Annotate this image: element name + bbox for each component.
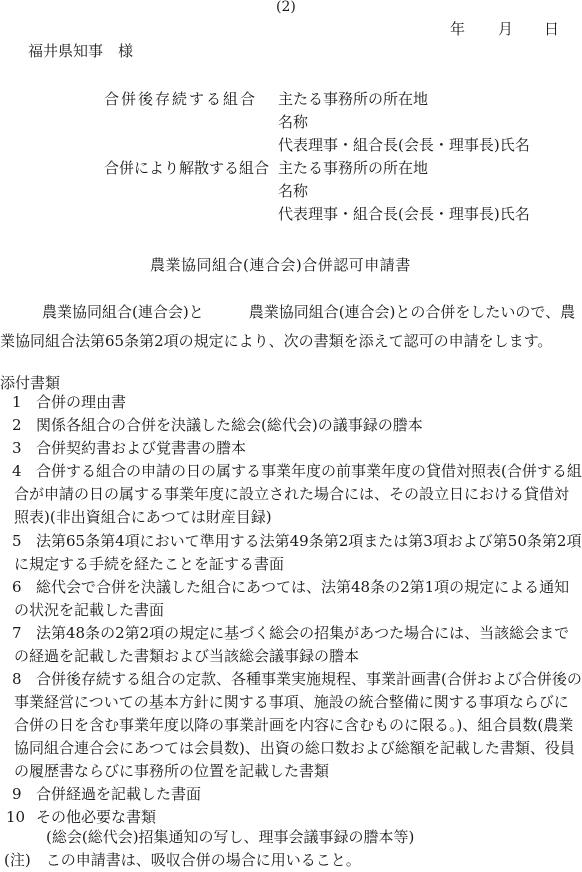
surviving-union-label: 合併後存続する組合 xyxy=(104,90,258,108)
surviving-representative-label: 代表理事・組合長(会長・理事長)氏名 xyxy=(278,136,530,154)
date-year: 年 xyxy=(450,20,466,38)
item-number: 5 xyxy=(12,532,22,550)
item-text: 法第48条の2第2項の規定に基づく総会の招集があつた場合には、当該総会までの経過を記載した書類および当該総会議事録の謄本 xyxy=(14,624,570,665)
item-number: 8 xyxy=(12,670,22,688)
item-number: 3 xyxy=(12,439,22,457)
body-paragraph xyxy=(0,298,582,356)
item-number: 6 xyxy=(12,578,22,596)
item-number: 1 xyxy=(12,393,22,411)
item-text: 合併する組合の申請の日の属する事業年度の前事業年度の貸借対照表(合併する組合が申請の日の属する事業年度に設立された場合には、その設立日における貸借対照表)(非出資組合にあつては財産目録) xyxy=(14,462,582,526)
item-text: 関係各組合の合併を決議した総会(総代会)の議事録の謄本 xyxy=(36,416,423,434)
item-number: 9 xyxy=(12,785,22,803)
page-number: (2) xyxy=(276,0,296,15)
attachments-heading: 添付書類 xyxy=(0,374,61,392)
item-number: 2 xyxy=(12,416,22,434)
item10-subnote: (総会(総代会)招集通知の写し、理事会議事録の謄本等) xyxy=(46,828,415,846)
item-number: 7 xyxy=(12,624,22,642)
attachment-item xyxy=(0,576,582,622)
dissolving-representative-label: 代表理事・組合長(会長・理事長)氏名 xyxy=(278,205,530,223)
item-number: 4 xyxy=(12,462,22,480)
attachment-item xyxy=(0,806,582,829)
footnote: (注) この申請書は、吸収合併の場合に用いること。 xyxy=(4,851,361,869)
attachment-item xyxy=(0,622,582,668)
body-text: 農業協同組合(連合会)と 農業協同組合(連合会)との合併をしたいので、農業協同組合法第65条第2項の規定により、次の書類を添えて認可の申請をします。 xyxy=(0,303,576,350)
date-line xyxy=(450,22,559,37)
attachment-item xyxy=(0,437,582,460)
attachment-item xyxy=(0,783,582,806)
document-title: 農業協同組合(連合会)合併認可申請書 xyxy=(150,256,411,274)
attachment-item xyxy=(0,668,582,783)
item-text: 合併後存続する組合の定款、各種事業実施規程、事業計画書(合併および合併後の事業経営についての基本方針に関する事項、施設の統合整備に関する事項ならびに合併の日を含む事業年度以降の事業計画を内容に含むものに限る。)、組合員数(農業協同組合連合会にあつては会員数)、出資の総口数および総額を記載した書類、役員の履歴書ならびに事務所の位置を記載した書類 xyxy=(14,670,582,780)
dissolving-union-label: 合併により解散する組合 xyxy=(104,159,270,177)
dissolving-address-label: 主たる事務所の所在地 xyxy=(278,159,429,177)
attachment-item xyxy=(0,460,582,529)
item-text: 総代会で合併を決議した組合にあつては、法第48条の2第1項の規定による通知の状況を記載した書面 xyxy=(14,578,570,619)
date-day: 日 xyxy=(544,20,560,38)
item-text: その他必要な書類 xyxy=(36,808,157,826)
addressee: 福井県知事 様 xyxy=(28,42,134,60)
item-text: 合併の理由書 xyxy=(36,393,127,411)
item-text: 法第65条第4項において準用する法第49条第2項または第3項および第50条第2項に規定する手続を経たことを証する書面 xyxy=(14,532,582,573)
attachment-item xyxy=(0,391,582,414)
surviving-address-label: 主たる事務所の所在地 xyxy=(278,90,429,108)
attachment-item xyxy=(0,530,582,576)
date-month: 月 xyxy=(498,20,514,38)
item-number: 10 xyxy=(6,808,26,826)
dissolving-name-label: 名称 xyxy=(278,182,309,200)
surviving-name-label: 名称 xyxy=(278,113,309,131)
attachment-item xyxy=(0,414,582,437)
item-text: 合併契約書および覚書書の謄本 xyxy=(36,439,247,457)
item-text: 合併経過を記載した書面 xyxy=(36,785,202,803)
